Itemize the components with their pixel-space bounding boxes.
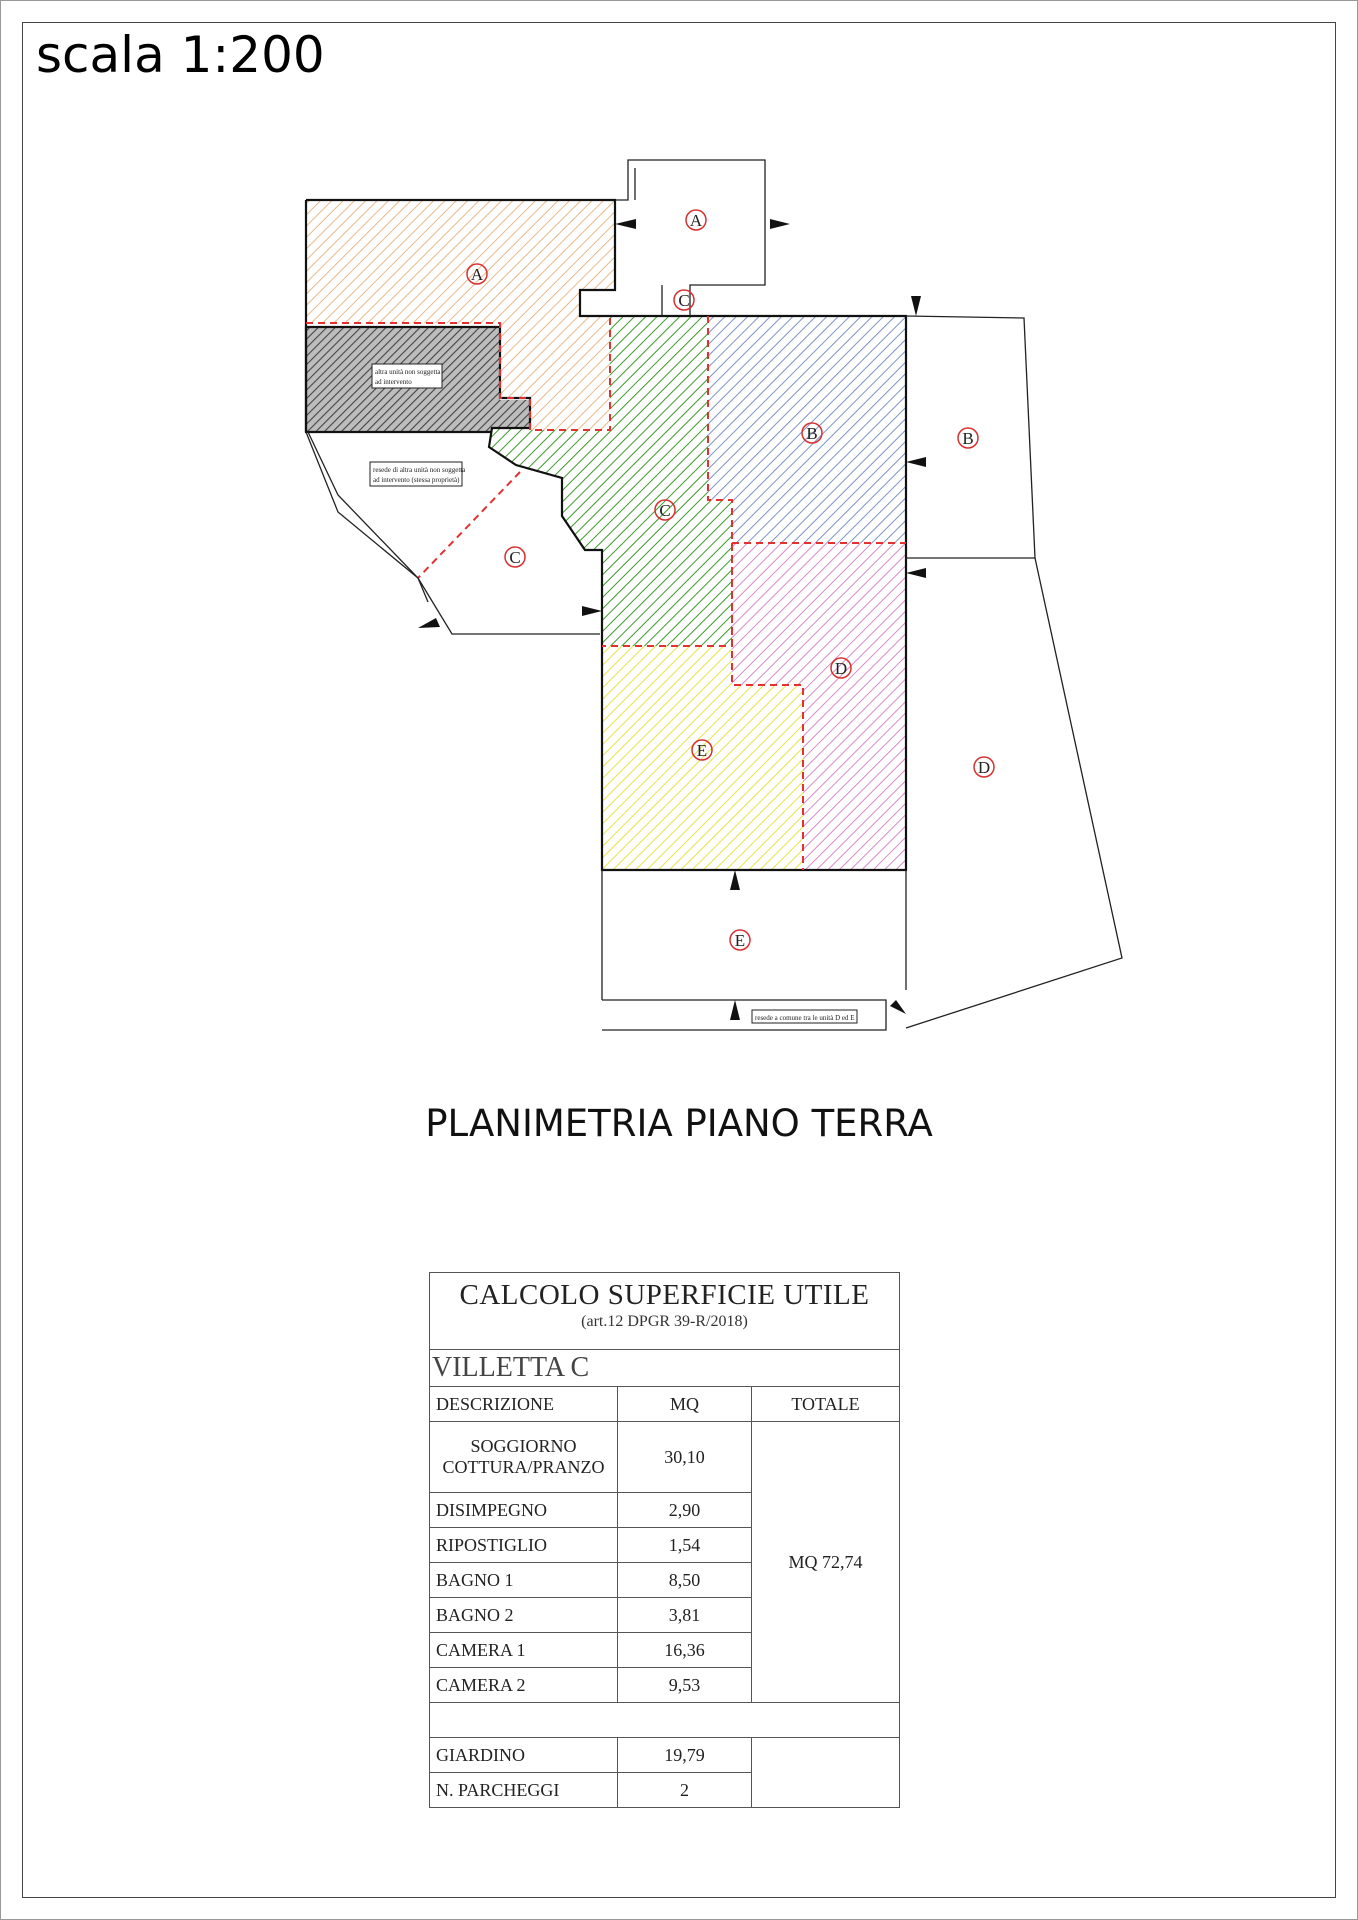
row-desc: DISIMPEGNO xyxy=(430,1493,618,1528)
row-desc: CAMERA 1 xyxy=(430,1633,618,1668)
row-desc: BAGNO 1 xyxy=(430,1563,618,1598)
note-altra-unita-line1: altra unità non soggetta xyxy=(375,368,441,376)
row-mq: 8,50 xyxy=(618,1563,752,1598)
svg-text:D: D xyxy=(834,659,848,678)
row-mq: 2,90 xyxy=(618,1493,752,1528)
total-value: MQ 72,74 xyxy=(752,1422,900,1703)
row-desc: BAGNO 2 xyxy=(430,1598,618,1633)
row-mq: 30,10 xyxy=(618,1422,752,1493)
header-description: DESCRIZIONE xyxy=(430,1387,618,1422)
svg-text:B: B xyxy=(806,424,818,443)
svg-text:B: B xyxy=(962,429,974,448)
note-resede-altra-line1: resede di altra unità non soggetta xyxy=(373,466,466,474)
row-desc: SOGGIORNO xyxy=(470,1436,577,1456)
row-mq: 2 xyxy=(618,1773,752,1808)
label-E-garden xyxy=(730,930,750,950)
label-C-small xyxy=(674,290,694,310)
row-desc: RIPOSTIGLIO xyxy=(430,1528,618,1563)
note-altra-unita-line2: ad intervento xyxy=(375,378,412,386)
svg-text:E: E xyxy=(734,931,746,950)
table-subtitle: (art.12 DPGR 39-R/2018) xyxy=(581,1313,748,1330)
row-mq: 9,53 xyxy=(618,1668,752,1703)
label-B-garden xyxy=(958,428,978,448)
row-mq: 3,81 xyxy=(618,1598,752,1633)
label-A-top xyxy=(686,210,706,230)
header-mq: MQ xyxy=(618,1387,752,1422)
table-title: CALCOLO SUPERFICIE UTILE xyxy=(459,1279,870,1311)
table-title-cell xyxy=(430,1273,900,1350)
unit-name: VILLETTA C xyxy=(430,1350,900,1387)
svg-text:A: A xyxy=(470,265,484,284)
row-desc: CAMERA 2 xyxy=(430,1668,618,1703)
svg-text:D: D xyxy=(977,758,991,777)
note-resede-comune: resede a comune tra le unità D ed E xyxy=(755,1014,855,1022)
header-total: TOTALE xyxy=(752,1387,900,1422)
area-table xyxy=(429,1272,900,1808)
row-desc: N. PARCHEGGI xyxy=(430,1773,618,1808)
row-desc: GIARDINO xyxy=(430,1738,618,1773)
svg-text:C: C xyxy=(509,548,521,567)
note-resede-altra-line2: ad intervento (stessa proprietà) xyxy=(373,476,460,484)
row-mq: 19,79 xyxy=(618,1738,752,1773)
svg-text:C: C xyxy=(659,501,671,520)
spacer-row xyxy=(430,1703,900,1738)
label-C-garden xyxy=(505,547,525,567)
extra-total-empty xyxy=(752,1738,900,1808)
svg-text:A: A xyxy=(689,211,703,230)
svg-text:C: C xyxy=(678,291,690,310)
plan-title: PLANIMETRIA PIANO TERRA xyxy=(425,1102,933,1145)
svg-text:E: E xyxy=(696,741,708,760)
table-row xyxy=(430,1422,900,1493)
scale-label: scala 1:200 xyxy=(36,26,325,84)
table-row xyxy=(430,1738,900,1773)
label-D-garden xyxy=(974,757,994,777)
row-mq: 16,36 xyxy=(618,1633,752,1668)
row-desc: COTTURA/PRANZO xyxy=(442,1457,605,1477)
row-mq: 1,54 xyxy=(618,1528,752,1563)
